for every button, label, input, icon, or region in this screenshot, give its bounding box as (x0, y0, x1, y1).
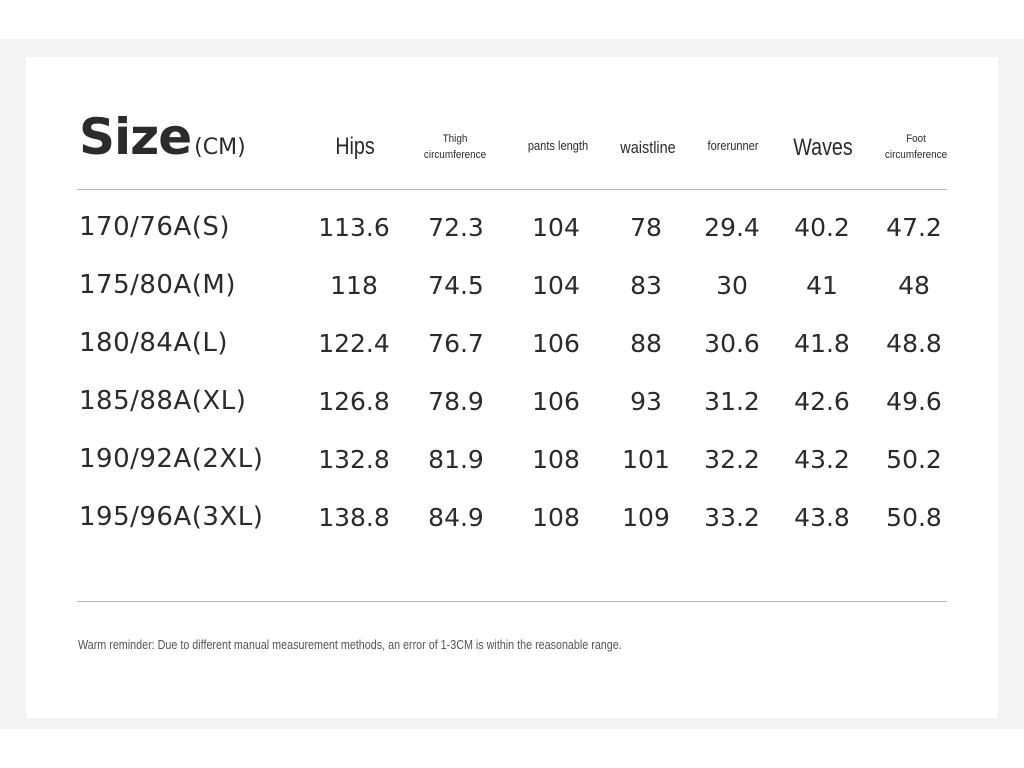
row-size-label: 195/96A(3XL) (79, 502, 264, 532)
table-cell: 78 (630, 213, 662, 242)
row-size-label: 185/88A(XL) (79, 386, 247, 416)
table-cell: 40.2 (794, 213, 850, 242)
table-cell: 33.2 (704, 503, 760, 532)
table-cell: 108 (532, 445, 580, 474)
row-size-label: 190/92A(2XL) (79, 444, 264, 474)
table-cell: 48.8 (886, 329, 942, 358)
table-cell: 101 (622, 445, 670, 474)
column-header-pants-length-text: pants length (527, 138, 589, 153)
table-cell: 106 (532, 387, 580, 416)
table-cell: 104 (532, 213, 580, 242)
table-cell: 72.3 (428, 213, 484, 242)
table-cell: 88 (630, 329, 662, 358)
table-cell: 76.7 (428, 329, 484, 358)
table-cell: 109 (622, 503, 670, 532)
row-size-label: 175/80A(M) (79, 270, 236, 300)
column-header-thigh-line1: Thigh (442, 133, 468, 145)
column-header-forerunner (708, 138, 759, 155)
title-main: Size (79, 108, 192, 166)
column-header-foot (885, 132, 947, 164)
column-header-waves (793, 132, 852, 163)
table-cell: 106 (532, 329, 580, 358)
column-header-foot-line2: circumference (884, 148, 948, 161)
column-header-thigh-line2: circumference (423, 148, 487, 161)
column-header-thigh (424, 132, 486, 164)
table-cell: 29.4 (704, 213, 760, 242)
table-cell: 42.6 (794, 387, 850, 416)
column-header-hips (335, 131, 374, 162)
table-cell: 31.2 (704, 387, 760, 416)
table-cell: 47.2 (886, 213, 942, 242)
table-cell: 30 (716, 271, 748, 300)
table-cell: 32.2 (704, 445, 760, 474)
table-cell: 43.2 (794, 445, 850, 474)
header-divider (77, 189, 947, 190)
table-cell: 81.9 (428, 445, 484, 474)
table-cell: 122.4 (318, 329, 390, 358)
table-cell: 132.8 (318, 445, 390, 474)
column-header-waves-text: Waves (793, 134, 853, 161)
table-cell: 74.5 (428, 271, 484, 300)
table-cell: 41.8 (794, 329, 850, 358)
table-cell: 43.8 (794, 503, 850, 532)
column-header-forerunner-text: forerunner (707, 138, 759, 153)
column-header-hips-text: Hips (335, 133, 375, 160)
column-header-waistline-text: waistline (620, 138, 676, 157)
table-cell: 50.2 (886, 445, 942, 474)
title-unit: (CM) (194, 135, 246, 160)
table-cell: 41 (806, 271, 838, 300)
table-cell: 113.6 (318, 213, 390, 242)
table-cell: 50.8 (886, 503, 942, 532)
table-cell: 104 (532, 271, 580, 300)
table-cell: 138.8 (318, 503, 390, 532)
footer-divider (77, 601, 947, 602)
column-header-waistline (620, 137, 675, 159)
table-cell: 78.9 (428, 387, 484, 416)
table-cell: 83 (630, 271, 662, 300)
table-cell: 48 (898, 271, 930, 300)
table-cell: 118 (330, 271, 378, 300)
page-title (79, 108, 246, 168)
table-cell: 93 (630, 387, 662, 416)
column-header-foot-line1: Foot (906, 133, 926, 145)
table-cell: 49.6 (886, 387, 942, 416)
row-size-label: 180/84A(L) (79, 328, 229, 358)
warm-reminder-note: Warm reminder: Due to different manual measurement methods, an error of 1-3CM is within the reasonable range. (78, 638, 622, 652)
table-cell: 84.9 (428, 503, 484, 532)
row-size-label: 170/76A(S) (79, 212, 231, 242)
column-header-pants-length (528, 138, 588, 155)
table-cell: 108 (532, 503, 580, 532)
table-cell: 30.6 (704, 329, 760, 358)
table-cell: 126.8 (318, 387, 390, 416)
